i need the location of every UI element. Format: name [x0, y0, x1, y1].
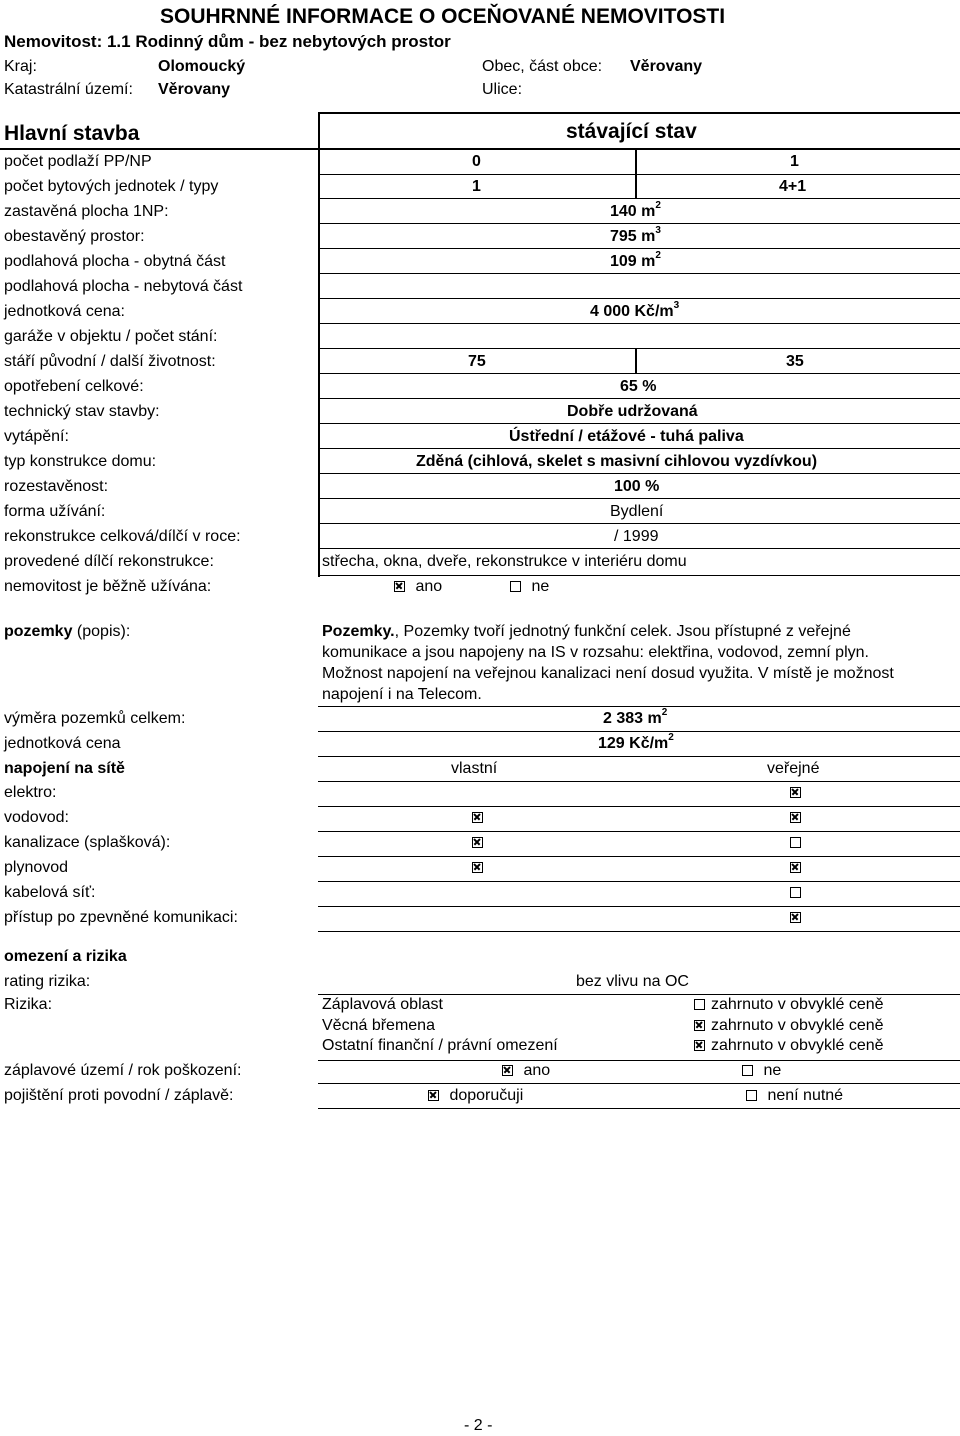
floors-label: počet podlaží PP/NP — [4, 153, 152, 170]
divider — [635, 348, 637, 373]
divider — [318, 1083, 960, 1084]
connection-row-label: plynovod — [4, 859, 69, 876]
region-value: Olomoucký — [158, 58, 246, 75]
flood-label: záplavové území / rok poškození: — [4, 1062, 242, 1079]
risks-heading: omezení a rizika — [4, 948, 127, 965]
connections-public-header: veřejné — [767, 760, 820, 777]
checkbox-empty-icon — [694, 999, 705, 1010]
connection-public-checkbox — [790, 783, 801, 803]
insurance-label: pojištění proti povodní / záplavě: — [4, 1087, 234, 1104]
flood-yes: ano — [502, 1061, 550, 1081]
checkbox-checked-icon — [428, 1090, 439, 1101]
divider — [318, 498, 960, 499]
divider — [318, 348, 960, 349]
connection-public-checkbox — [790, 858, 801, 878]
floor-residential-label: podlahová plocha - obytná část — [4, 253, 226, 270]
connection-public-checkbox — [790, 833, 801, 853]
checkbox-checked-icon — [694, 1040, 705, 1051]
cadastral-value: Věrovany — [158, 81, 231, 98]
property-value: 1.1 Rodinný dům - bez nebytových prostor — [106, 32, 451, 51]
in-use-yes: ano — [394, 577, 442, 597]
divider — [318, 198, 960, 199]
reconstruction-year-label: rekonstrukce celková/dílčí v roce: — [4, 528, 241, 545]
risk-item-name: Záplavová oblast — [322, 996, 443, 1013]
unit-price-value: 4 000 $Kč/m^3$ — [590, 299, 680, 320]
divider — [635, 148, 637, 198]
divider — [318, 448, 960, 449]
floor-nonresidential-label: podlahová plocha - nebytová část — [4, 278, 243, 295]
condition-label: technický stav stavby: — [4, 403, 160, 420]
connection-public-checkbox — [790, 883, 801, 903]
divider — [318, 931, 960, 932]
land-area-label: výměra pozemků celkem: — [4, 710, 186, 727]
in-use-label: nemovitost je běžně užívána: — [4, 578, 212, 595]
volume-label: obestavěný prostor: — [4, 228, 145, 245]
connection-public-checkbox — [790, 808, 801, 828]
age-remaining: 35 — [786, 353, 804, 370]
main-building-heading: Hlavní stavba — [4, 122, 140, 145]
in-use-no: ne — [510, 577, 549, 597]
divider — [318, 112, 960, 114]
units-types: 4+1 — [779, 178, 807, 195]
connection-public-checkbox — [790, 908, 801, 928]
risk-item-name: Věcná břemena — [322, 1016, 435, 1034]
connection-row-label: kanalizace (splašková): — [4, 834, 171, 851]
checkbox-checked-icon — [790, 862, 801, 873]
checkbox-empty-icon — [790, 837, 801, 848]
checkbox-empty-icon — [742, 1065, 753, 1076]
checkbox-checked-icon — [472, 812, 483, 823]
municipality-label: Obec, část obce: — [482, 58, 603, 75]
divider — [0, 148, 960, 150]
checkbox-empty-icon — [510, 581, 521, 592]
risks-label: Rizika: — [4, 996, 53, 1013]
checkbox-checked-icon — [502, 1065, 513, 1076]
page-title: SOUHRNNÉ INFORMACE O OCEŇOVANÉ NEMOVITOSTI — [160, 5, 726, 28]
divider — [318, 806, 960, 807]
construction-value: Zděná (cihlová, skelet s masivní cihlovou vyzdívkou) — [416, 453, 818, 470]
land-desc-line-4: napojení i na Telecom. — [322, 686, 482, 703]
land-unit-price-label: jednotková cena — [4, 735, 121, 752]
land-label: pozemky (popis): — [4, 623, 131, 640]
divider — [318, 575, 960, 576]
connection-row-label: vodovod: — [4, 809, 69, 826]
checkbox-empty-icon — [746, 1090, 757, 1101]
divider — [318, 298, 960, 299]
floors-pp: 0 — [472, 153, 481, 170]
divider — [318, 248, 960, 249]
built-area-value: 140 $m^2$ — [610, 199, 661, 220]
volume-value: 795 $m^3$ — [610, 224, 661, 245]
completion-label: rozestavěnost: — [4, 478, 109, 495]
cadastral-label: Katastrální území: — [4, 81, 133, 98]
connection-row-label: přístup po zpevněné komunikaci: — [4, 909, 238, 926]
connections-heading: napojení na sítě — [4, 760, 125, 777]
divider — [318, 756, 960, 757]
property-label: Nemovitost: — [4, 32, 103, 51]
divider — [318, 523, 960, 524]
divider — [318, 1108, 960, 1109]
condition-value: Dobře udržovaná — [567, 403, 698, 420]
divider — [318, 398, 960, 399]
divider — [318, 881, 960, 882]
checkbox-checked-icon — [790, 912, 801, 923]
connection-own-checkbox — [472, 808, 483, 828]
risk-item-name: Ostatní finanční / právní omezení — [322, 1037, 558, 1054]
divider — [318, 856, 960, 857]
flood-no: ne — [742, 1061, 781, 1081]
units-count: 1 — [472, 178, 481, 195]
checkbox-checked-icon — [394, 581, 405, 592]
divider — [318, 174, 960, 175]
partial-reconstructions-value: střecha, okna, dveře, rekonstrukce v interiéru domu — [322, 553, 687, 570]
divider — [318, 473, 960, 474]
heating-label: vytápění: — [4, 428, 69, 445]
land-desc-line-1: Pozemky., Pozemky tvoří jednotný funkční celek. Jsou přístupné z veřejné — [322, 623, 851, 640]
checkbox-checked-icon — [790, 787, 801, 798]
divider — [318, 112, 320, 577]
divider — [318, 781, 960, 782]
divider — [318, 223, 960, 224]
risk-item-status: zahrnuto v obvyklé ceně — [694, 995, 884, 1015]
garage-label: garáže v objektu / počet stání: — [4, 328, 218, 345]
land-unit-price-value: 129 $Kč/m^2$ — [598, 731, 674, 752]
floors-np: 1 — [790, 153, 799, 170]
street-label: Ulice: — [482, 81, 523, 98]
land-area-value: 2 383 $m^2$ — [603, 706, 668, 727]
checkbox-checked-icon — [472, 837, 483, 848]
municipality-value: Věrovany — [630, 58, 703, 75]
wear-value: 65 % — [620, 378, 657, 395]
units-label: počet bytových jednotek / typy — [4, 178, 219, 195]
usage-value: Bydlení — [610, 503, 664, 520]
divider — [318, 423, 960, 424]
land-desc-line-2: komunikace a jsou napojeny na IS v rozsahu: elektřina, vodovod, zemní plyn. — [322, 644, 869, 661]
risk-item-status: zahrnuto v obvyklé ceně — [694, 1016, 884, 1036]
risk-rating-value: bez vlivu na OC — [576, 973, 689, 990]
land-desc-line-3: Možnost napojení na veřejnou kanalizaci není dosud využita. V místě je možnost — [322, 665, 894, 682]
page-number: - 2 - — [464, 1417, 493, 1434]
divider — [318, 906, 960, 907]
divider — [318, 323, 960, 324]
connection-row-label: kabelová síť: — [4, 884, 96, 901]
reconstruction-year-value: / 1999 — [614, 528, 659, 545]
wear-label: opotřebení celkové: — [4, 378, 144, 395]
age-original: 75 — [468, 353, 486, 370]
insurance-no: není nutné — [746, 1086, 843, 1106]
checkbox-empty-icon — [790, 887, 801, 898]
connection-row-label: elektro: — [4, 784, 57, 801]
built-area-label: zastavěná plocha 1NP: — [4, 203, 169, 220]
partial-reconstructions-label: provedené dílčí rekonstrukce: — [4, 553, 214, 570]
checkbox-checked-icon — [790, 812, 801, 823]
divider — [318, 373, 960, 374]
connection-own-checkbox — [472, 858, 483, 878]
unit-price-label: jednotková cena: — [4, 303, 125, 320]
divider — [318, 273, 960, 274]
checkbox-checked-icon — [472, 862, 483, 873]
divider — [318, 548, 960, 549]
floor-residential-value: 109 $m^2$ — [610, 249, 661, 270]
completion-value: 100 % — [614, 478, 660, 495]
checkbox-checked-icon — [694, 1020, 705, 1031]
connections-own-header: vlastní — [451, 760, 498, 777]
risk-rating-label: rating rizika: — [4, 973, 91, 990]
divider — [318, 1060, 960, 1061]
region-label: Kraj: — [4, 58, 37, 75]
usage-label: forma užívání: — [4, 503, 106, 520]
construction-label: typ konstrukce domu: — [4, 453, 157, 470]
divider — [318, 831, 960, 832]
insurance-yes: doporučuji — [428, 1086, 523, 1106]
divider — [318, 706, 960, 707]
age-label: stáří původní / další životnost: — [4, 353, 216, 370]
property-row — [4, 32, 451, 52]
connection-own-checkbox — [472, 833, 483, 853]
divider — [318, 731, 960, 732]
heating-value: Ústřední / etážové - tuhá paliva — [509, 428, 744, 445]
state-heading: stávající stav — [566, 120, 697, 143]
risk-item-status: zahrnuto v obvyklé ceně — [694, 1036, 884, 1056]
